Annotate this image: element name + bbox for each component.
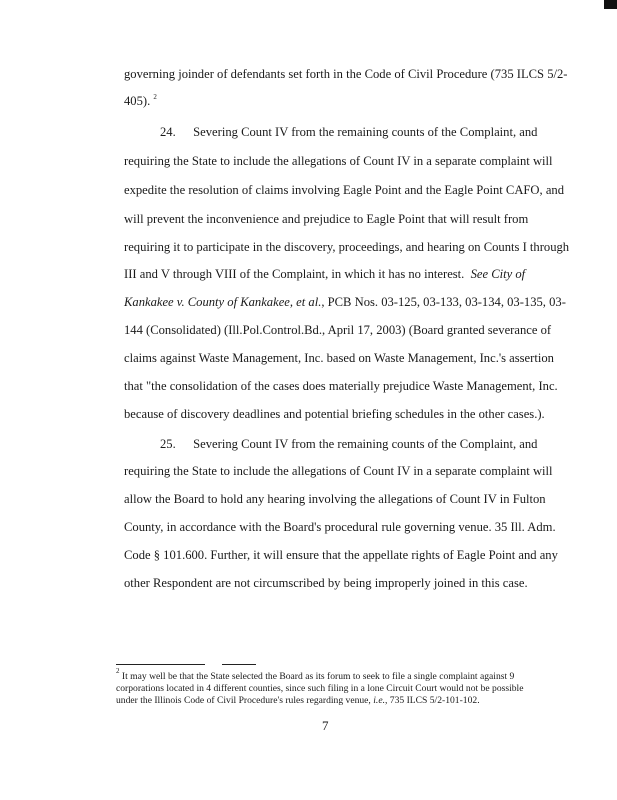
body-line: Code § 101.600. Further, it will ensure that the appellate rights of Eagle Point and any (124, 548, 558, 562)
paragraph-number: 24. (160, 125, 176, 139)
body-line: County, in accordance with the Board's procedural rule governing venue. 35 Ill. Adm. (124, 520, 556, 534)
case-citation-signal: See City of (470, 267, 526, 281)
footnote-marker: 2 (116, 667, 120, 675)
body-line: other Respondent are not circumscribed by being improperly joined in this case. (124, 576, 528, 590)
footnote-line: corporations located in 4 different counties, since such filing in a lone Circuit Court would not be possible (116, 683, 524, 694)
footnote-separator (116, 664, 205, 665)
body-line: III and V through VIII of the Complaint, in which it has no interest. See City of (124, 267, 526, 281)
body-line: 405). $^2$ (124, 93, 157, 108)
page-number: 7 (322, 718, 329, 733)
body-line: requiring the State to include the allegations of Count IV in a separate complaint will (124, 464, 553, 478)
footnote-separator (222, 664, 256, 665)
paragraph-24-first-line: 24. Severing Count IV from the remaining counts of the Complaint, and (160, 125, 538, 139)
body-line: requiring the State to include the allegations of Count IV in a separate complaint will (124, 154, 553, 168)
body-line: requiring it to participate in the discovery, proceedings, and hearing on Counts I through (124, 240, 570, 254)
body-line: allow the Board to hold any hearing involving the allegations of Count IV in Fulton (124, 492, 546, 506)
body-line: 144 (Consolidated) (Ill.Pol.Control.Bd., April 17, 2003) (Board granted severance of (124, 323, 552, 337)
case-name: Kankakee v. County of Kankakee, et al. (124, 295, 322, 309)
body-line: governing joinder of defendants set forth in the Code of Civil Procedure (735 ILCS 5/2- (124, 67, 568, 81)
footnote-line: under the Illinois Code of Civil Procedure's rules regarding venue, i.e., 735 ILCS 5/2-101-102. (116, 695, 480, 706)
footnote-line: $^2$ It may well be that the State selected the Board as its forum to seek to file a single complaint against 9 (116, 667, 515, 682)
body-line: will prevent the inconvenience and prejudice to Eagle Point that will result from (124, 212, 529, 226)
body-line: claims against Waste Management, Inc. based on Waste Management, Inc.'s assertion (124, 351, 554, 365)
scan-corner-mark (604, 0, 617, 9)
body-line: Kankakee v. County of Kankakee, et al., PCB Nos. 03-125, 03-133, 03-134, 03-135, 03- (124, 295, 566, 309)
paragraph-25-first-line: 25. Severing Count IV from the remaining counts of the Complaint, and (160, 437, 538, 451)
body-line: expedite the resolution of claims involving Eagle Point and the Eagle Point CAFO, and (124, 183, 565, 197)
footnote-reference: 2 (153, 93, 157, 101)
body-line: because of discovery deadlines and potential briefing schedules in the other cases.). (124, 407, 545, 421)
paragraph-number: 25. (160, 437, 176, 451)
body-line: that "the consolidation of the cases does materially prejudice Waste Management, Inc. (124, 379, 558, 393)
